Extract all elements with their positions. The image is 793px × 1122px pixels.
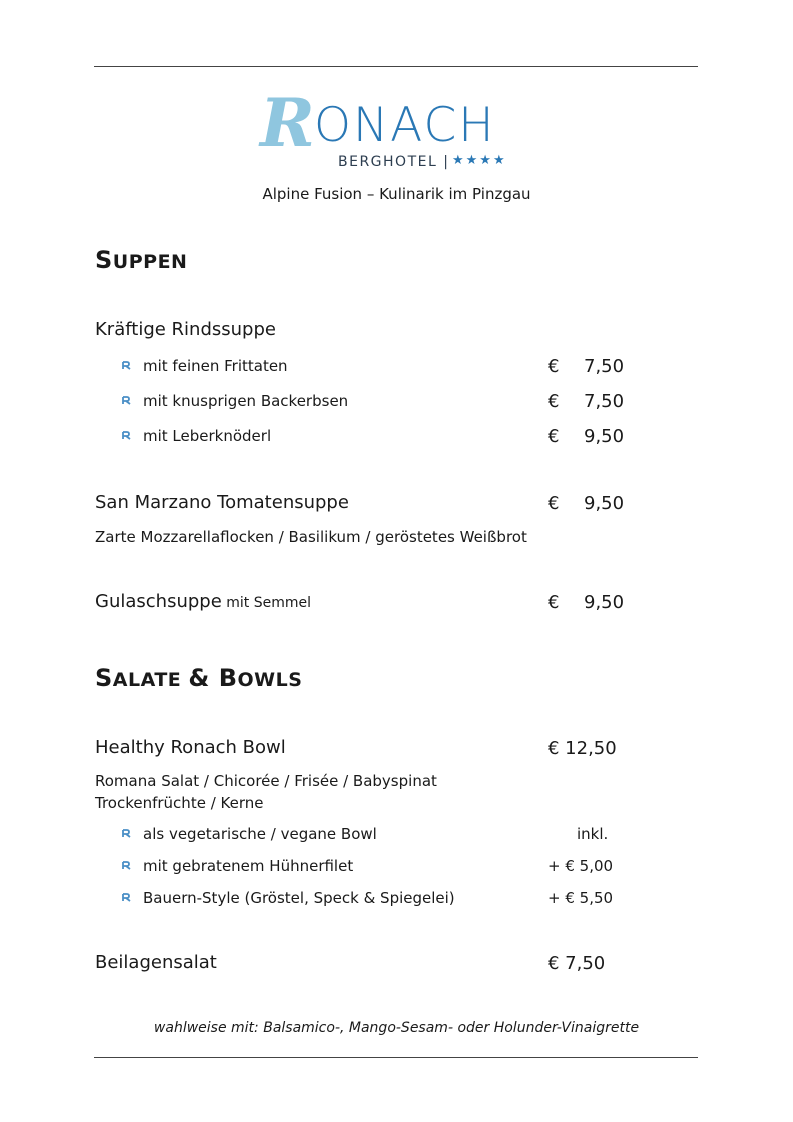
menu-item-price: + € 5,50 [548, 889, 614, 907]
menu-item-price: 9,50 [584, 426, 625, 447]
logo-r: R [260, 84, 315, 162]
dish-ronach-bowl: Healthy Ronach Bowl [95, 737, 286, 758]
r-bullet-icon [122, 431, 131, 440]
menu-item-label: Bauern-Style (Gröstel, Speck & Spiegelei) [143, 889, 455, 907]
dish-extra: mit Semmel [221, 595, 311, 611]
r-bullet-icon [122, 829, 131, 838]
dish-beilagensalat: Beilagensalat [95, 952, 217, 973]
menu-item-label: mit feinen Frittaten [143, 357, 288, 375]
dish-price: 9,50 [584, 493, 625, 514]
dish-price: 9,50 [584, 592, 625, 613]
section-title-rest: UPPEN [112, 251, 188, 273]
title-part: & B [188, 664, 238, 692]
currency-symbol: € [548, 426, 560, 447]
dish-description: Zarte Mozzarellaflocken / Basilikum / geröstetes Weißbrot [95, 528, 527, 546]
dish-name: Gulaschsuppe [95, 591, 222, 612]
top-rule [94, 66, 698, 67]
ronach-logo [258, 84, 543, 176]
menu-item-label: mit gebratenem Hühnerfilet [143, 857, 354, 875]
title-part: OWLS [237, 669, 303, 691]
dish-price: € 12,50 [548, 738, 617, 759]
section-title-suppen [95, 246, 187, 274]
section-title-first: S [95, 246, 113, 274]
r-bullet-icon [122, 361, 131, 370]
r-bullet-icon [122, 396, 131, 405]
logo-subtitle: BERGHOTEL | [338, 154, 450, 170]
dish-price: € 7,50 [548, 953, 606, 974]
currency-symbol: € [548, 356, 560, 377]
dish-rindssuppe: Kräftige Rindssuppe [95, 319, 276, 340]
title-part: ALATE [112, 669, 189, 691]
menu-item-price: 7,50 [584, 356, 625, 377]
menu-item-label: mit knusprigen Backerbsen [143, 392, 349, 410]
logo-onach: ONACH [314, 98, 496, 153]
dish-tomatensuppe: San Marzano Tomatensuppe [95, 492, 349, 513]
section-title-salate [95, 664, 302, 692]
menu-item-price: inkl. [577, 825, 609, 843]
title-part: S [95, 664, 113, 692]
r-bullet-icon [122, 893, 131, 902]
menu-item-price: + € 5,00 [548, 857, 614, 875]
menu-item-label: mit Leberknöderl [143, 427, 272, 445]
dish-description: Trockenfrüchte / Kerne [95, 794, 264, 812]
currency-symbol: € [548, 391, 560, 412]
currency-symbol: € [548, 592, 560, 613]
menu-item-label: als vegetarische / vegane Bowl [143, 825, 377, 843]
footer-note: wahlweise mit: Balsamico-, Mango-Sesam- oder Holunder-Vinaigrette [153, 1020, 640, 1036]
currency-symbol: € [548, 493, 560, 514]
tagline: Alpine Fusion – Kulinarik im Pinzgau [262, 185, 531, 203]
r-bullet-icon [122, 861, 131, 870]
dish-description: Romana Salat / Chicorée / Frisée / Babyspinat [95, 772, 437, 790]
dish-gulaschsuppe [95, 591, 311, 612]
menu-item-price: 7,50 [584, 391, 625, 412]
bottom-rule [94, 1057, 698, 1058]
logo-stars: ★★★★ [452, 153, 507, 168]
